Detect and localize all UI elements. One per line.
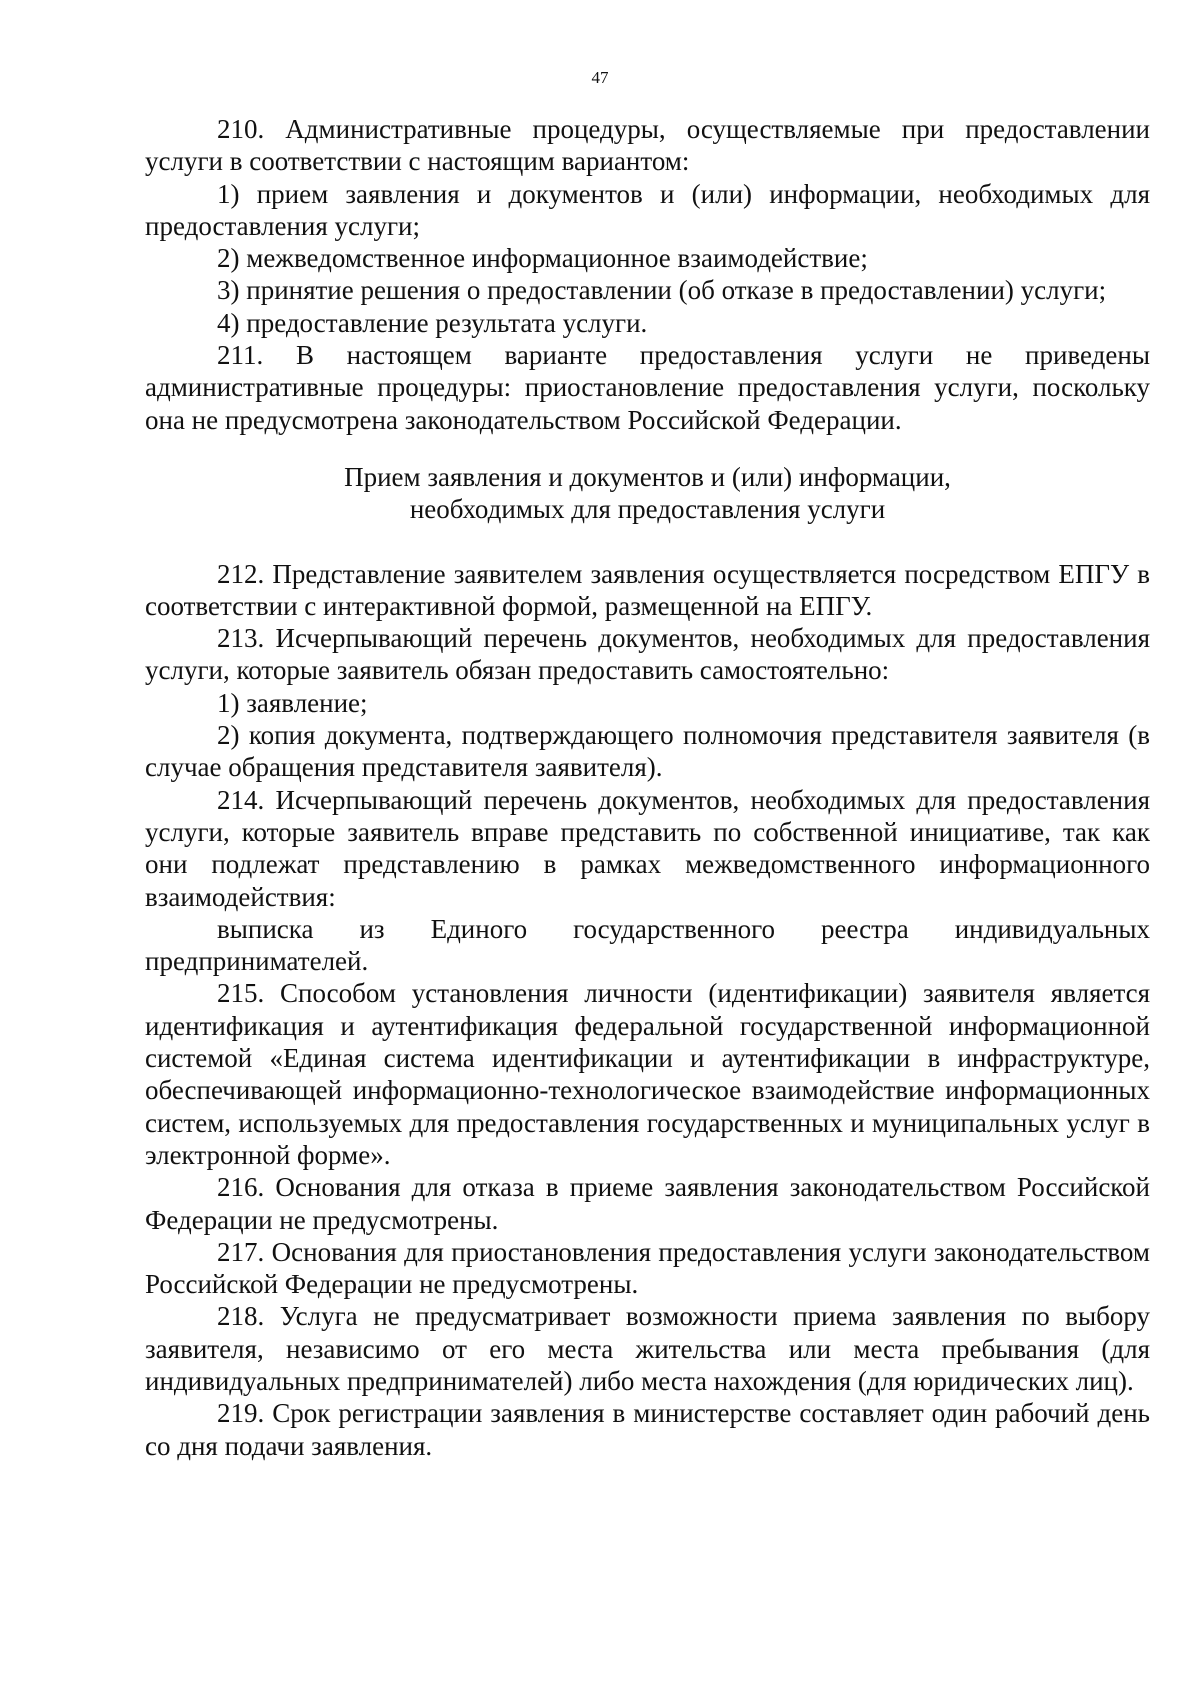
paragraph-215: 215. Способом установления личности (идентификации) заявителя является идентификация и аутентификация федеральной государственной информационной системой «Единая система идентификации и аутентификации в инфраструктуре, обеспечивающей информационно-технологическое взаимодействие информационных систем, используемых для предоставления государственных и муниципальных услуг в электронной форме».	[145, 978, 1150, 1170]
list-item-4: 4) предоставление результата услуги.	[217, 307, 648, 338]
list-item-1: 1) прием заявления и документов и (или) информации, необходимых для предоставления услуги;	[145, 178, 1150, 241]
list-item-2: 2) копия документа, подтверждающего полномочия представителя заявителя (в случае обращения представителя заявителя).	[145, 720, 1150, 783]
paragraph-214-item: выписка из Единого государственного реестра индивидуальных предпринимателей.	[145, 913, 1150, 977]
paragraph-212: 212. Представление заявителем заявления осуществляется посредством ЕПГУ в соответствии с интерактивной формой, размещенной на ЕПГУ.	[145, 558, 1150, 621]
list-item-1: 1) заявление;	[217, 687, 368, 718]
paragraph-217: 217. Основания для приостановления предоставления услуги законодательством Российской Федерации не предусмотрены.	[145, 1236, 1150, 1300]
list-item-2: 2) межведомственное информационное взаимодействие;	[217, 243, 868, 274]
section-heading-line-2: необходимых для предоставления услуги	[409, 494, 886, 525]
paragraph-219: 219. Срок регистрации заявления в министерстве составляет один рабочий день со дня подачи заявления.	[145, 1398, 1150, 1461]
paragraph-210: 210. Административные процедуры, осуществляемые при предоставлении услуги в соответствии с настоящим вариантом:	[145, 114, 1150, 177]
paragraph-211: 211. В настоящем варианте предоставления услуги не приведены административные процедуры: приостановление предоставления услуги, поскольку она не предусмотрена законодательством Российской Федерации.	[145, 340, 1150, 435]
list-item-3: 3) принятие решения о предоставлении (об отказе в предоставлении) услуги;	[217, 275, 1107, 306]
document-body	[145, 113, 1150, 1462]
paragraph-214: 214. Исчерпывающий перечень документов, необходимых для предоставления услуги, которые заявитель вправе представить по собственной инициативе, так как они подлежат представлению в рамках межведомственного информационного взаимодействия:	[145, 784, 1150, 912]
paragraph-213: 213. Исчерпывающий перечень документов, необходимых для предоставления услуги, которые заявитель обязан предоставить самостоятельно:	[145, 623, 1150, 686]
page-number: 47	[591, 68, 609, 87]
section-heading-line-1: Прием заявления и документов и (или) информации,	[344, 461, 951, 492]
section-heading	[145, 461, 1150, 526]
paragraph-216: 216. Основания для отказа в приеме заявления законодательством Российской Федерации не предусмотрены.	[145, 1172, 1150, 1235]
paragraph-218: 218. Услуга не предусматривает возможности приема заявления по выбору заявителя, независимо от его места жительства или места пребывания (для индивидуальных предпринимателей) либо места нахождения (для юридических лиц).	[145, 1301, 1150, 1396]
